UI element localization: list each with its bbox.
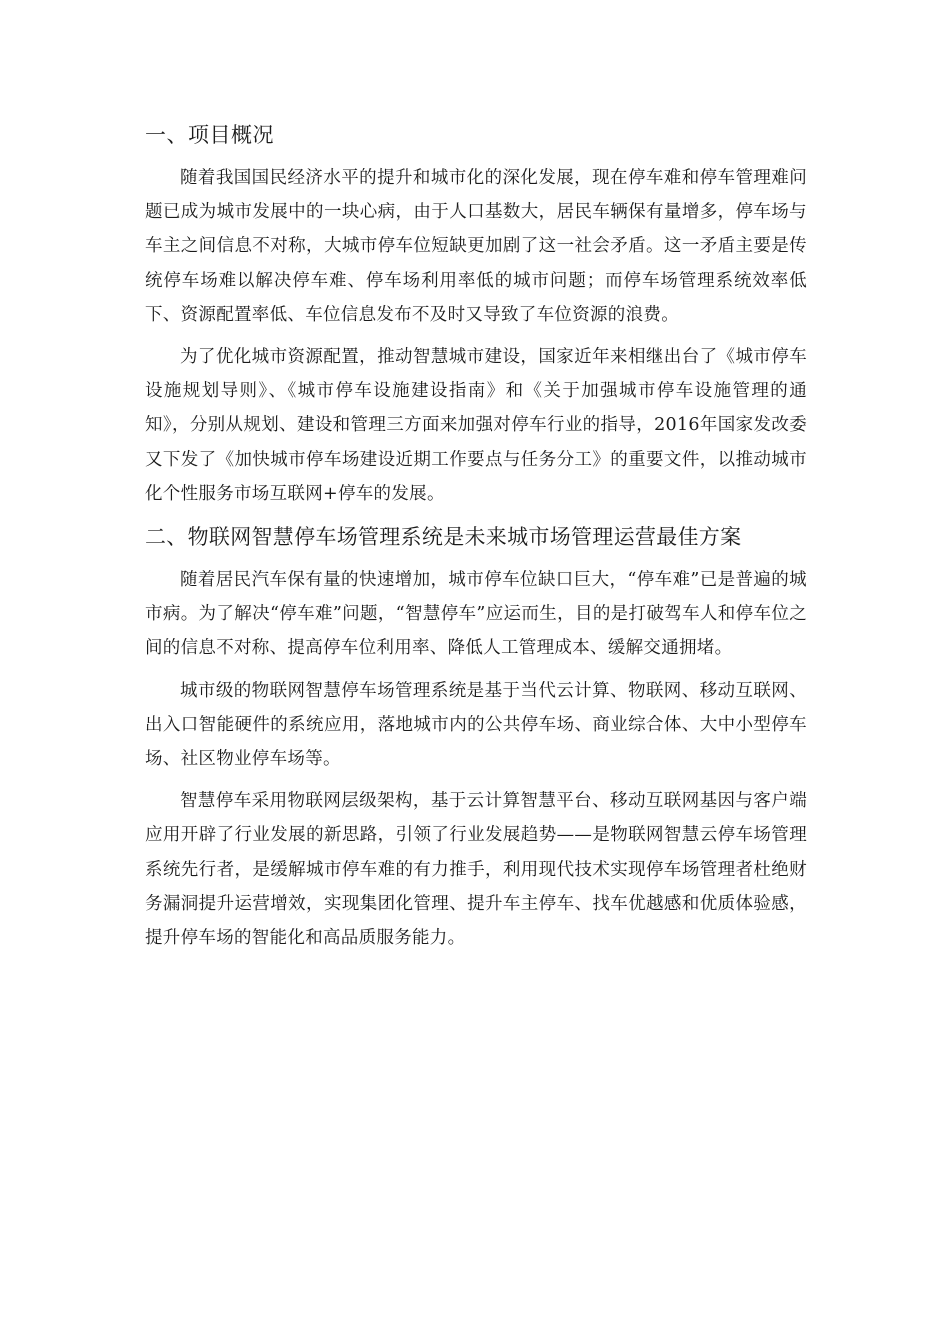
- paragraph: 随着我国国民经济水平的提升和城市化的深化发展，现在停车难和停车管理难问题已成为城市发展中的一块心病，由于人口基数大，居民车辆保有量增多，停车场与车主之间信息不对称，大城市停车位短缺更加剧了这一社会矛盾。这一矛盾主要是传统停车场难以解决停车难、停车场利用率低的城市问题；而停车场管理系统效率低下、资源配置率低、车位信息发布不及时又导致了车位资源的浪费。: [145, 168, 807, 325]
- paragraph: 随着居民汽车保有量的快速增加，城市停车位缺口巨大，“停车难”已是普遍的城市病。为了解决“停车难”问题，“智慧停车”应运而生，目的是打破驾车人和停车位之间的信息不对称、提高停车位利用率、降低人工管理成本、缓解交通拥堵。: [145, 570, 807, 659]
- paragraph: 智慧停车采用物联网层级架构，基于云计算智慧平台、移动互联网基因与客户端应用开辟了行业发展的新思路，引领了行业发展趋势——是物联网智慧云停车场管理系统先行者，是缓解城市停车难的有力推手，利用现代技术实现停车场管理者杜绝财务漏洞提升运营增效，实现集团化管理、提升车主停车、找车优越感和优质体验感，提升停车场的智能化和高品质服务能力。: [145, 791, 807, 949]
- section-heading-iot-parking: 二、物联网智慧停车场管理系统是未来城市场管理运营最佳方案: [145, 525, 742, 550]
- section-heading-overview: 一、项目概况: [145, 123, 274, 147]
- paragraph: 城市级的物联网智慧停车场管理系统是基于当代云计算、物联网、移动互联网、出入口智能硬件的系统应用，落地城市内的公共停车场、商业综合体、大中小型停车场、社区物业停车场等。: [145, 680, 807, 770]
- paragraph: 为了优化城市资源配置，推动智慧城市建设，国家近年来相继出台了《城市停车设施规划导则》、《城市停车设施建设指南》和《关于加强城市停车设施管理的通知》，分别从规划、建设和管理三方面来加强对停车行业的指导，2016年国家发改委又下发了《加快城市停车场建设近期工作要点与任务分工》的重要文件，以推动城市化个性服务市场互联网+停车的发展。: [145, 347, 807, 504]
- document-body: [145, 117, 807, 963]
